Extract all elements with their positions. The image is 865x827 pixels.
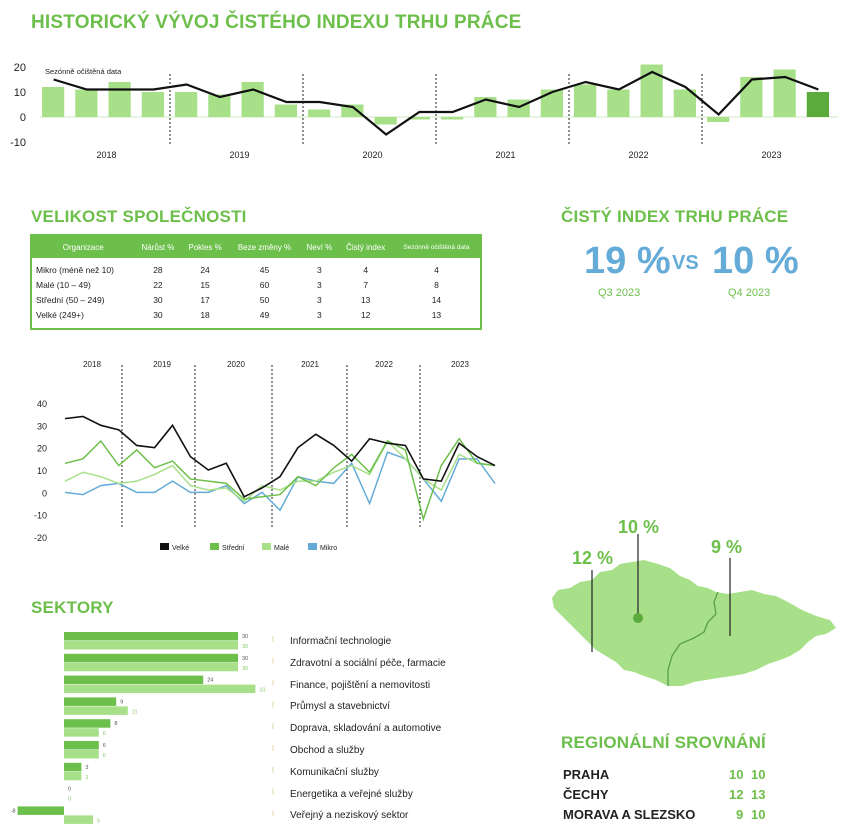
historic-chart — [0, 0, 865, 180]
bar — [375, 117, 397, 125]
sector-label: Zdravotní a sociální péče, farmacie — [290, 657, 446, 669]
table-cell: 13 — [360, 294, 371, 305]
czech-map — [540, 510, 840, 710]
region-name-morava: MORAVA A SLEZSKO — [563, 807, 696, 822]
size-line-chart — [0, 350, 520, 565]
table-cell: Střední (50 – 249) — [36, 294, 105, 305]
table-cell: 4 — [434, 264, 439, 275]
sector-bar-a — [64, 697, 116, 706]
sectors-title: SEKTORY — [31, 598, 114, 617]
table-header: Nárůst % — [135, 235, 182, 258]
bar — [308, 110, 330, 118]
y-tick-label: 0 — [19, 112, 26, 124]
table-cell: 30 — [153, 294, 163, 305]
y-tick-label: 10 — [36, 466, 47, 476]
regional-title: REGIONÁLNÍ SROVNÁNÍ — [561, 733, 766, 752]
bar — [508, 100, 530, 118]
sector-label: Průmysl a stavebnictví — [290, 701, 391, 713]
sector-bar-b — [64, 728, 99, 737]
sector-value-b: 3 — [85, 774, 89, 781]
table-row — [31, 292, 481, 307]
table-cell: 30 — [153, 309, 163, 320]
table-cell: 3 — [317, 294, 322, 305]
sector-label: Obchod a služby — [290, 745, 365, 756]
company-size-title: VELIKOST SPOLEČNOSTI — [31, 207, 247, 226]
sector-value-b: 6 — [102, 731, 106, 738]
bar — [541, 90, 563, 118]
table-cell: 45 — [259, 264, 270, 275]
sector-value-a: 8 — [114, 721, 118, 728]
region-cechy-v2: 13 — [751, 787, 766, 802]
y-tick-label: 20 — [13, 62, 26, 74]
map-label-cechy: 12 % — [572, 548, 614, 568]
bar — [807, 92, 829, 117]
sector-value-a: 3 — [85, 764, 89, 771]
table-cell: 7 — [363, 279, 369, 290]
year-label: 2022 — [375, 360, 393, 369]
sector-bar-b — [64, 641, 238, 650]
praha-dot — [633, 613, 643, 623]
sector-bar-a — [64, 719, 110, 728]
year-label: 2019 — [153, 360, 171, 369]
company-size-table — [30, 234, 482, 330]
sector-bar-a — [64, 741, 99, 750]
table-cell: 3 — [317, 279, 322, 290]
sector-bar-a — [64, 632, 238, 641]
sector-value-a: 30 — [242, 634, 249, 640]
table-cell: 60 — [259, 279, 270, 290]
legend-label: Mikro — [320, 545, 338, 552]
table-header: Beze změny % — [229, 235, 300, 258]
table-row — [31, 277, 481, 292]
year-label: 2020 — [227, 360, 245, 369]
bar — [242, 82, 264, 117]
year-label: 2022 — [628, 150, 649, 160]
region-name-cechy: ČECHY — [563, 787, 609, 802]
bar — [707, 117, 729, 122]
sector-value-b: 30 — [242, 644, 249, 650]
sector-value-b: 30 — [242, 665, 249, 672]
table-cell: 50 — [259, 294, 270, 305]
sector-bar-a — [64, 654, 238, 663]
q3-index-value: 19 % — [584, 240, 671, 282]
y-tick-label: 20 — [36, 443, 47, 454]
sector-value-a: 24 — [207, 677, 214, 684]
net-index-title: ČISTÝ INDEX TRHU PRÁCE — [561, 207, 789, 226]
table-cell: 3 — [317, 264, 322, 275]
table-header: Sezónně očištěná data — [393, 235, 481, 258]
legend-swatch — [308, 543, 317, 550]
series-line — [65, 439, 495, 519]
sector-value-a: -8 — [10, 808, 16, 815]
legend-swatch — [210, 543, 219, 550]
table-cell: Velké (249+) — [36, 309, 84, 320]
region-cechy-v1: 12 — [729, 787, 744, 802]
sector-bar-b — [64, 685, 255, 694]
y-tick-label: -10 — [10, 137, 26, 149]
table-cell: 17 — [200, 294, 210, 305]
region-praha-v2: 10 — [751, 767, 766, 782]
table-cell: 13 — [431, 309, 442, 320]
year-label: 2018 — [96, 150, 117, 160]
y-tick-label: 0 — [41, 488, 47, 499]
sector-bar-b — [64, 663, 238, 672]
table-cell: 22 — [153, 279, 163, 290]
table-cell: 15 — [200, 279, 210, 290]
sector-bar-a — [64, 763, 81, 772]
sector-label: Informační technologie — [290, 636, 392, 647]
year-label: 2021 — [301, 360, 319, 369]
sector-value-b: 11 — [131, 709, 138, 716]
sector-bar-b — [64, 772, 81, 781]
y-tick-label: -10 — [33, 510, 47, 521]
bar — [740, 77, 762, 117]
table-cell: 3 — [317, 309, 322, 320]
year-label: 2018 — [83, 360, 101, 369]
sector-label: Doprava, skladování a automotive — [290, 723, 442, 735]
year-label: 2020 — [362, 150, 383, 160]
table-cell: 24 — [200, 264, 210, 275]
sector-bar-a — [18, 806, 64, 815]
sector-value-a: 0 — [68, 786, 72, 793]
sector-value-a: 6 — [102, 743, 106, 749]
sector-bar-b — [64, 750, 99, 759]
sector-value-a: 30 — [242, 655, 249, 662]
map-czechia — [552, 560, 836, 686]
legend-swatch — [262, 543, 271, 550]
sector-value-b: 5 — [97, 818, 101, 825]
sector-bar-a — [64, 676, 203, 685]
year-label: 2023 — [451, 360, 469, 369]
table-cell: 8 — [434, 279, 439, 290]
bar — [607, 90, 629, 118]
series-line — [65, 441, 495, 501]
sector-value-b: 33 — [259, 687, 266, 694]
table-cell: 28 — [153, 264, 163, 275]
table-header: Pokles % — [181, 235, 228, 258]
table-cell: 4 — [363, 264, 369, 275]
q3-label: Q3 2023 — [598, 287, 641, 299]
bar — [75, 90, 97, 118]
table-header: Čistý index — [339, 235, 393, 258]
year-label: 2021 — [495, 150, 516, 160]
sector-value-b: 6 — [102, 753, 106, 759]
series-line — [65, 452, 495, 510]
bar — [574, 85, 596, 118]
year-label: 2019 — [229, 150, 250, 160]
historic-title: HISTORICKÝ VÝVOJ ČISTÉHO INDEXU TRHU PRÁCE — [31, 12, 522, 33]
q4-label: Q4 2023 — [728, 287, 771, 299]
bar — [142, 92, 164, 117]
table-cell: 49 — [259, 309, 270, 320]
versus-label: VS — [672, 252, 699, 274]
y-tick-label: 40 — [36, 399, 47, 409]
table-row — [31, 258, 481, 277]
y-tick-label: -20 — [33, 533, 47, 543]
sector-label: Veřejný a neziskový sektor — [290, 810, 409, 822]
sector-value-b: 0 — [68, 796, 72, 803]
table-cell: Mikro (méně než 10) — [36, 264, 114, 275]
legend-swatch — [160, 543, 169, 550]
y-tick-label: 30 — [36, 421, 47, 432]
table-header: Organizace — [31, 235, 135, 258]
table-header: Neví % — [300, 235, 338, 258]
table-cell: Malé (10 – 49) — [36, 279, 91, 290]
sector-value-a: 9 — [120, 699, 124, 706]
y-tick-label: 10 — [13, 87, 26, 99]
sector-label: Finance, pojištění a nemovitosti — [290, 679, 431, 691]
q4-index-value: 10 % — [712, 240, 799, 282]
legend-label: Malé — [274, 545, 290, 552]
region-name-praha: PRAHA — [563, 767, 610, 782]
sectors-chart — [0, 625, 290, 827]
sector-bar-b — [64, 815, 93, 824]
bar — [42, 87, 64, 117]
year-label: 2023 — [761, 150, 782, 160]
sector-label: Komunikační služby — [290, 766, 379, 778]
legend-label: Velké — [172, 545, 190, 552]
seasonal-annotation: Sezónně očištěná data — [45, 67, 122, 76]
bar — [275, 105, 297, 118]
sector-bar-b — [64, 706, 128, 715]
table-cell: 14 — [431, 294, 442, 305]
bar — [175, 92, 197, 117]
region-morava-v1: 9 — [736, 807, 744, 822]
legend-label: Střední — [222, 545, 245, 552]
table-row — [31, 307, 481, 322]
bar — [109, 82, 131, 117]
table-cell: 18 — [200, 309, 210, 320]
region-praha-v1: 10 — [729, 767, 744, 782]
map-label-morava: 9 % — [711, 537, 743, 557]
sector-label: Energetika a veřejné služby — [290, 788, 413, 800]
region-morava-v2: 10 — [751, 807, 766, 822]
bar — [441, 117, 463, 120]
map-label-praha: 10 % — [618, 517, 660, 537]
table-cell: 12 — [360, 309, 371, 320]
